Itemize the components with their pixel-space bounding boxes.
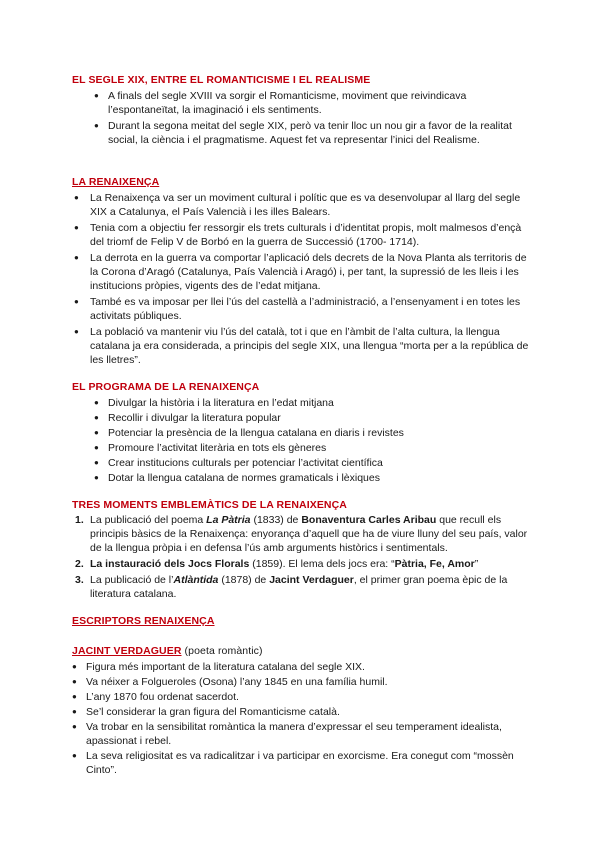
list-item: ● Tenia com a objectiu fer ressorgir els trets culturals i d’identitat propis, molt malmesos d’ençà del triomf de Felip V de Borbó en la guerra de Successió (1700- 1714).: [90, 221, 530, 249]
text: ”: [474, 558, 479, 570]
list-item: ● Potenciar la presència de la llengua catalana en diaris i revistes: [108, 426, 528, 440]
list-item: ● Promoure l’activitat literària en tots els gèneres: [108, 441, 528, 455]
list-segle-xix: [108, 89, 528, 147]
item-number: 3.: [75, 574, 84, 586]
list-item: ● La derrota en la guerra va comportar l’aplicació dels decrets de la Nova Planta als territoris de la Corona d’Aragó (Catalunya, País Valencià i Aragó) i, per tant, la supressió de les lleis i les institucions pròpies, vigents des de l’edat mitjana.: [90, 251, 530, 293]
heading-jacint-verdaguer: [72, 644, 263, 658]
list-item: ● La població va mantenir viu l’ús del català, tot i que en l’àmbit de l’alta cultura, la llengua catalana ja era considerada, a principis del segle XIX, una llengua “morta per a la república de les lletres”.: [90, 325, 530, 367]
poem-title: La Pàtria: [206, 514, 251, 526]
item-number: 2.: [75, 558, 84, 570]
list-item: ● L’any 1870 fou ordenat sacerdot.: [86, 690, 530, 704]
list-verdaguer: [86, 660, 530, 777]
heading-segle-xix: EL SEGLE XIX, ENTRE EL ROMANTICISME I EL REALISME: [72, 74, 371, 86]
heading-renaixenca: LA RENAIXENÇA: [72, 176, 160, 188]
list-programa: [108, 396, 528, 485]
list-item: ● També es va imposar per llei l’ús del castellà a l’administració, a l’ensenyament i en totes les activitats públiques.: [90, 295, 530, 323]
author-heading: JACINT VERDAGUER: [72, 645, 182, 657]
heading-tres-moments: TRES MOMENTS EMBLEMÀTICS DE LA RENAIXENÇA: [72, 499, 347, 511]
list-item: [75, 573, 530, 601]
list-tres-moments: [75, 513, 530, 601]
item-number: 1.: [75, 514, 84, 526]
list-item: ● Dotar la llengua catalana de normes gramaticals i lèxiques: [108, 471, 528, 485]
motto: Pàtria, Fe, Amor: [394, 558, 475, 570]
list-renaixenca: [90, 191, 530, 367]
list-item: [75, 513, 530, 555]
text: (1859). El lema dels jocs era: “: [249, 558, 395, 570]
list-item: [75, 557, 530, 571]
list-item: ● Va trobar en la sensibilitat romàntica la manera d’expressar el seu temperament idealista, apassionat i rebel.: [86, 720, 530, 748]
author-subtitle: (poeta romàntic): [181, 645, 263, 657]
text: La publicació de l’: [90, 574, 174, 586]
list-item: ● La seva religiositat es va radicalitzar i va participar en exorcisme. Era conegut com “mossèn Cinto”.: [86, 749, 530, 777]
text: La publicació del poema: [90, 514, 207, 526]
list-item: ● Durant la segona meitat del segle XIX, però va tenir lloc un nou gir a favor de la realitat social, la ciència i el pragmatisme. Aquest fet va representar l’inici del Realisme.: [108, 119, 528, 147]
heading-programa: EL PROGRAMA DE LA RENAIXENÇA: [72, 381, 260, 393]
list-item: ● Va néixer a Folgueroles (Osona) l’any 1845 en una família humil.: [86, 675, 530, 689]
list-item: ● A finals del segle XVIII va sorgir el Romanticisme, moviment que reivindicava l’espontaneïtat, la imaginació i els sentiments.: [108, 89, 528, 117]
poem-title: Atlàntida: [173, 574, 219, 586]
event-name: La instauració dels Jocs Florals: [90, 558, 250, 570]
author-name: Jacint Verdaguer: [269, 574, 354, 586]
text: que recull els principis bàsics de la Renaixença: enyorança d’aquell que ha de viure lluny del seu país, valor de la llengua pròpia i en defensa l’ús amb arguments històrics i sentimentals.: [90, 514, 528, 554]
list-item: ● Crear institucions culturals per potenciar l’activitat científica: [108, 456, 528, 470]
list-item: ● Se’l considerar la gran figura del Romanticisme català.: [86, 705, 530, 719]
author-name: Bonaventura Carles Aribau: [301, 514, 437, 526]
list-item: ● La Renaixença va ser un moviment cultural i polític que es va desenvolupar al llarg del segle XIX a Catalunya, el País Valencià i les illes Balears.: [90, 191, 530, 219]
heading-escriptors: ESCRIPTORS RENAIXENÇA: [72, 615, 215, 627]
text: , el primer gran poema èpic de la literatura catalana.: [90, 574, 508, 600]
text: (1833) de: [250, 514, 302, 526]
text: (1878) de: [218, 574, 270, 586]
list-item: ● Figura més important de la literatura catalana del segle XIX.: [86, 660, 530, 674]
list-item: ● Divulgar la història i la literatura en l’edat mitjana: [108, 396, 528, 410]
list-item: ● Recollir i divulgar la literatura popular: [108, 411, 528, 425]
